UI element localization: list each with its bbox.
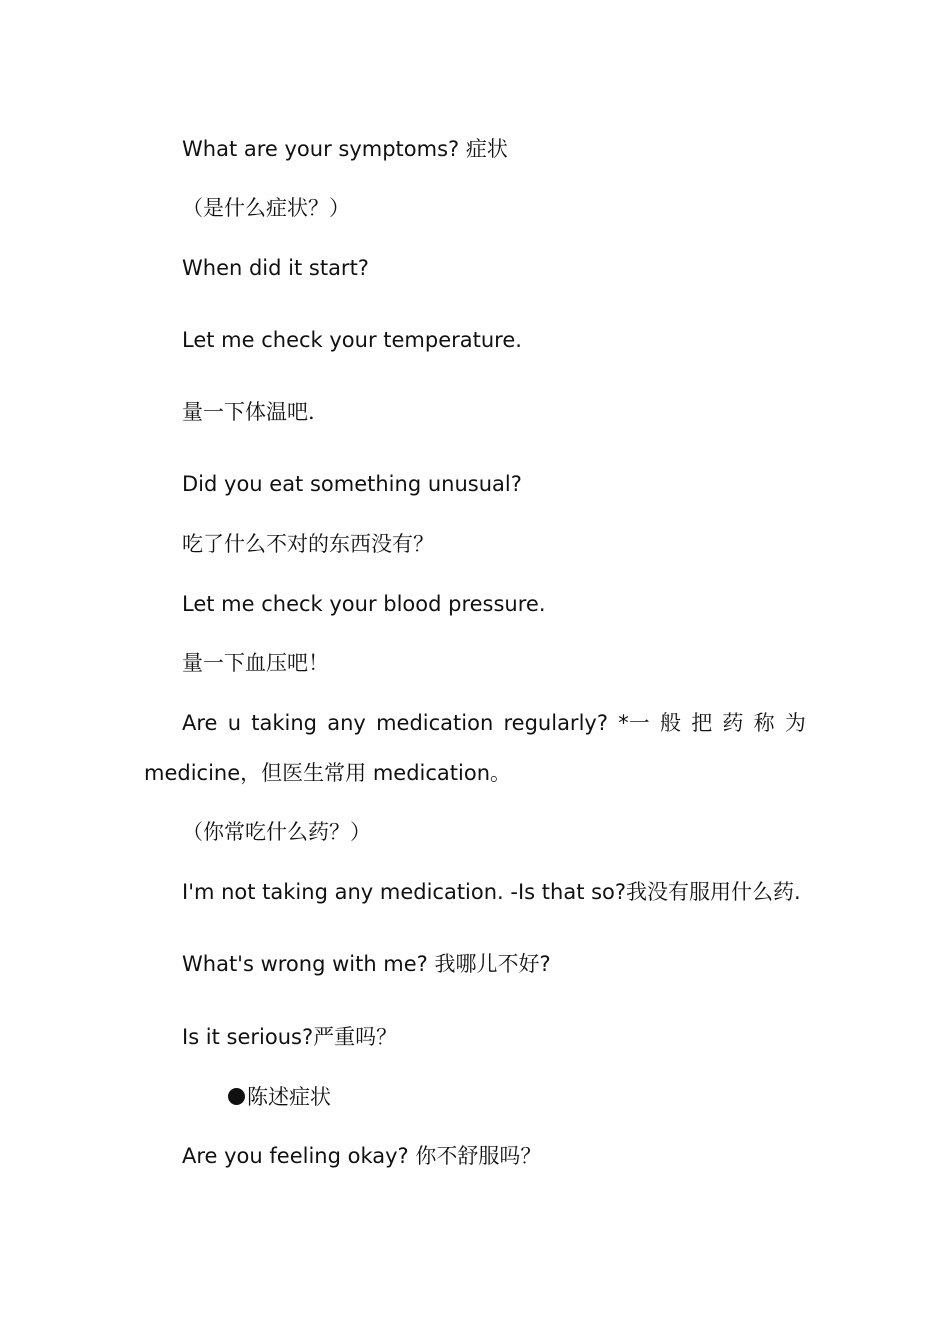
word: *一 (618, 711, 650, 735)
word: medication (376, 711, 494, 735)
text-line-whats-wrong: What's wrong with me? 我哪儿不好? (182, 952, 551, 976)
text-line-symptoms: What are your symptoms? 症状 (182, 137, 508, 161)
text-line-eat-unusual-cn: 吃了什么不对的东西没有？ (182, 532, 434, 556)
word: u (227, 711, 242, 735)
text-line-temperature-cn: 量一下体温吧. (182, 400, 315, 424)
word: 称 (753, 711, 775, 735)
text-line-medication-continuation: medicine，但医生常用 medication。 (144, 761, 512, 785)
text-line-symptoms-cn: （是什么症状？） (182, 196, 350, 220)
word: 般 (659, 711, 681, 735)
text-line-blood-pressure-cn: 量一下血压吧！ (182, 651, 329, 675)
text-line-temperature: Let me check your temperature. (182, 328, 522, 352)
word: Are (182, 711, 218, 735)
word: taking (251, 711, 317, 735)
text-line-when-start: When did it start? (182, 256, 369, 280)
text-line-not-taking: I'm not taking any medication. -Is that so?我没有服用什么药. (182, 880, 801, 904)
text-line-feeling-okay: Are you feeling okay? 你不舒服吗？ (182, 1144, 542, 1168)
word: any (327, 711, 366, 735)
text-line-medication-justified (182, 708, 806, 738)
word: 为 (784, 711, 806, 735)
text-line-serious: Is it serious?严重吗？ (182, 1025, 398, 1049)
text-line-medication-cn: （你常吃什么药？） (182, 820, 371, 844)
bullet-icon (228, 1088, 245, 1105)
text-line-blood-pressure: Let me check your blood pressure. (182, 592, 546, 616)
word: regularly? (503, 711, 608, 735)
text-line-eat-unusual: Did you eat something unusual? (182, 472, 522, 496)
word: 药 (722, 711, 744, 735)
section-heading-symptoms (228, 1082, 331, 1112)
section-heading-label: 陈述症状 (247, 1085, 331, 1109)
word: 把 (691, 711, 713, 735)
